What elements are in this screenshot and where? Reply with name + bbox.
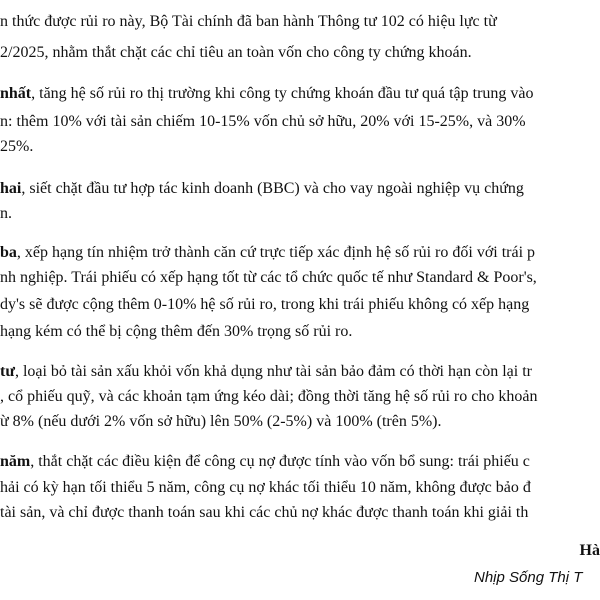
paragraph-1-line-1 (0, 84, 534, 104)
paragraph-4-line-1-text: , loại bỏ tài sản xấu khỏi vốn khả dụng như tài sản bảo đảm có thời hạn còn lại tr (14, 363, 532, 380)
paragraph-4-line-1 (0, 362, 532, 382)
paragraph-5-line-3: tài sản, và chỉ được thanh toán sau khi các chủ nợ khác được thanh toán khi giải th (0, 504, 529, 521)
paragraph-5-line-2: hải có kỳ hạn tối thiểu 5 năm, công cụ nợ khác tối thiểu 10 năm, không được bảo đ (0, 479, 531, 496)
paragraph-5-lead: năm (0, 453, 31, 470)
paragraph-1-line-1-text: , tăng hệ số rủi ro thị trường khi công ty chứng khoán đầu tư quá tập trung vào (31, 85, 534, 102)
source-name: Nhịp Sống Thị T (474, 569, 583, 586)
intro-line-1: n thức được rủi ro này, Bộ Tài chính đã ban hành Thông tư 102 có hiệu lực từ (0, 13, 497, 30)
paragraph-3-line-4: hạng kém có thể bị cộng thêm đến 30% trọng số rủi ro. (0, 323, 353, 340)
paragraph-3-line-2: nh nghiệp. Trái phiếu có xếp hạng tốt từ các tổ chức quốc tế như Standard & Poor's, (0, 269, 537, 286)
paragraph-3-lead: ba (0, 244, 17, 261)
paragraph-2-line-1-text: , siết chặt đầu tư hợp tác kinh doanh (BBC) và cho vay ngoài nghiệp vụ chứng (21, 180, 524, 197)
paragraph-4-lead: tư (0, 363, 15, 380)
paragraph-1-lead: nhất (0, 85, 32, 102)
paragraph-2-lead: hai (0, 180, 22, 197)
paragraph-1-line-2: n: thêm 10% với tài sản chiếm 10-15% vốn chủ sở hữu, 20% với 15-25%, và 30% (0, 113, 526, 130)
paragraph-3-line-1-text: , xếp hạng tín nhiệm trở thành căn cứ trực tiếp xác định hệ số rủi ro đối với trái p (16, 244, 536, 261)
paragraph-3-line-1 (0, 243, 535, 263)
paragraph-4-line-3: ừ 8% (nếu dưới 2% vốn sở hữu) lên 50% (2-5%) và 100% (trên 5%). (0, 413, 442, 430)
paragraph-2-line-1 (0, 179, 524, 199)
author-name: Hà (579, 542, 600, 559)
paragraph-1-line-3: 25%. (0, 138, 34, 155)
paragraph-5-line-1 (0, 452, 530, 472)
paragraph-3-line-3: dy's sẽ được cộng thêm 0-10% hệ số rủi ro, trong khi trái phiếu không có xếp hạng (0, 296, 530, 313)
paragraph-5-line-1-text: , thắt chặt các điều kiện để công cụ nợ được tính vào vốn bổ sung: trái phiếu c (30, 453, 530, 470)
paragraph-2-line-2: n. (0, 205, 12, 222)
paragraph-4-line-2: , cổ phiếu quỹ, và các khoản tạm ứng kéo dài; đồng thời tăng hệ số rủi ro cho khoản (0, 388, 538, 405)
intro-line-2: 2/2025, nhằm thắt chặt các chỉ tiêu an toàn vốn cho công ty chứng khoán. (0, 44, 472, 61)
